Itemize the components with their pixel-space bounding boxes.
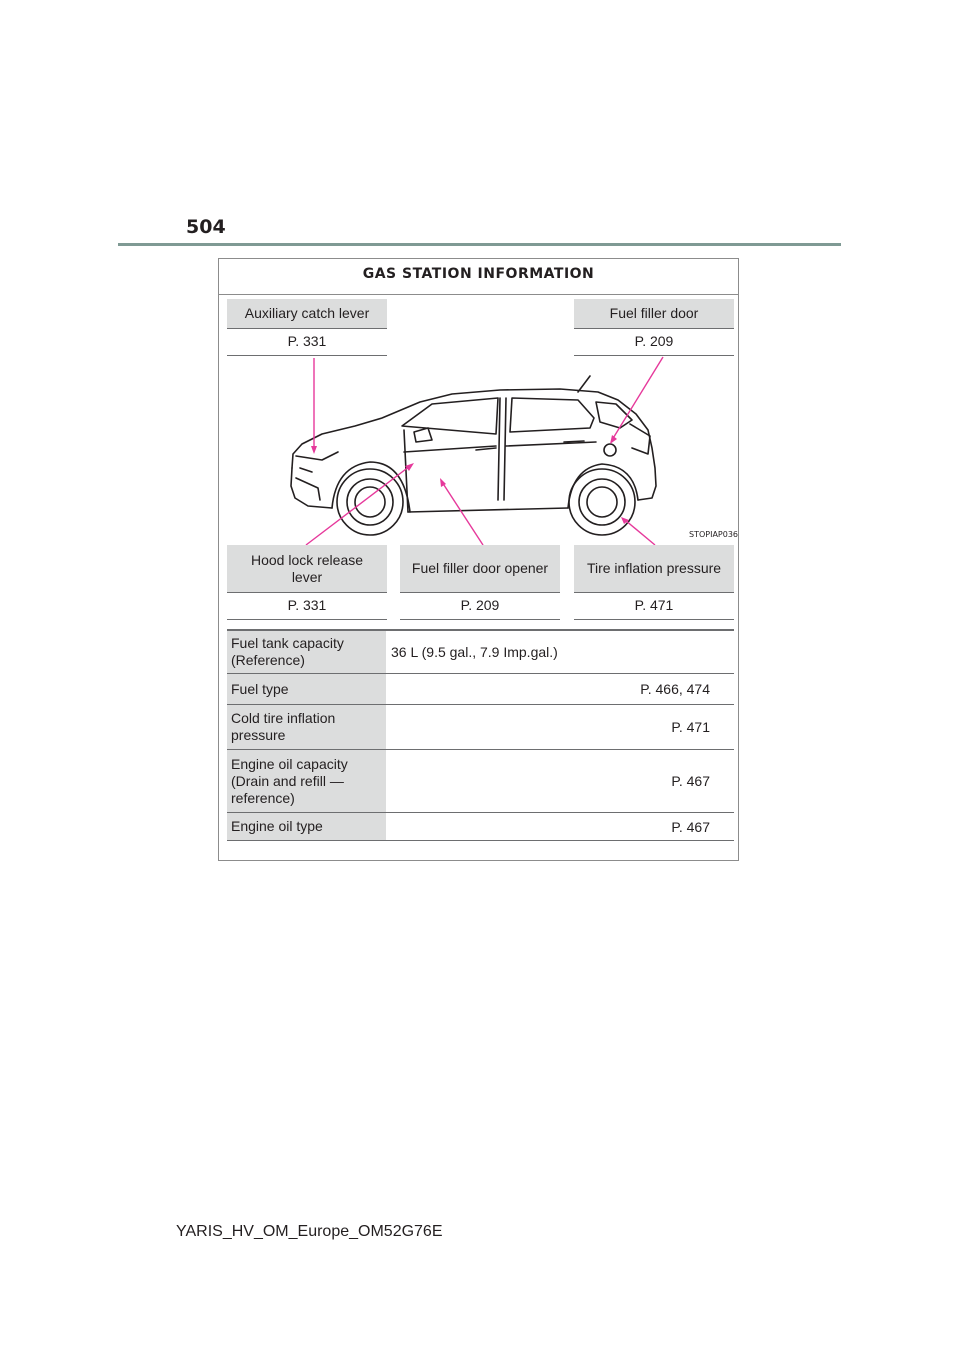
spec-key (227, 705, 386, 750)
callout-label: Fuel filler door (574, 299, 734, 329)
table-row (227, 674, 734, 705)
callout-label: Auxiliary catch lever (227, 299, 387, 329)
panel-title: GAS STATION INFORMATION (219, 259, 738, 295)
table-row (227, 631, 734, 674)
table-row (227, 750, 734, 813)
callout-page-ref: P. 209 (400, 593, 560, 620)
callout-tire-inflation-pressure (574, 545, 734, 620)
document-footer: YARIS_HV_OM_Europe_OM52G76E (176, 1223, 443, 1240)
callout-page-ref: P. 331 (227, 329, 387, 356)
spec-key (227, 750, 386, 813)
callout-label: Fuel filler door opener (400, 545, 560, 593)
callout-page-ref: P. 471 (574, 593, 734, 620)
spec-value: P. 466, 474 (386, 674, 734, 705)
spec-value: 36 L (9.5 gal., 7.9 Imp.gal.) (386, 631, 734, 674)
spec-key-line1: Cold tire inflation (231, 710, 336, 726)
spec-value: P. 471 (386, 705, 734, 750)
spec-value: P. 467 (386, 813, 734, 841)
callout-page-ref: P. 331 (227, 593, 387, 620)
callout-label (227, 545, 387, 593)
table-row (227, 705, 734, 750)
callout-fuel-filler-door-opener (400, 545, 560, 620)
spec-key-line3: reference) (231, 789, 295, 806)
spec-key-line2: pressure (231, 727, 286, 743)
spec-key-line2: (Reference) (231, 652, 305, 668)
specs-table (227, 630, 734, 841)
table-row (227, 813, 734, 841)
callout-hood-lock-release-lever (227, 545, 387, 620)
spec-key: Fuel type (227, 674, 386, 705)
spec-value: P. 467 (386, 750, 734, 813)
callout-page-ref: P. 209 (574, 329, 734, 356)
spec-key-line2: (Drain and refill — (231, 772, 344, 789)
spec-key-line1: Fuel tank capacity (231, 635, 344, 651)
callout-label-line1: Hood lock release (250, 551, 364, 568)
callout-label-line2: lever (291, 568, 323, 585)
callout-label: Tire inflation pressure (574, 545, 734, 593)
spec-key: Engine oil type (227, 813, 386, 841)
spec-key (227, 631, 386, 674)
page-number: 504 (186, 216, 226, 238)
spec-key-line1: Engine oil capacity (231, 755, 348, 772)
figure-id: STOPIAP036 (689, 530, 739, 539)
